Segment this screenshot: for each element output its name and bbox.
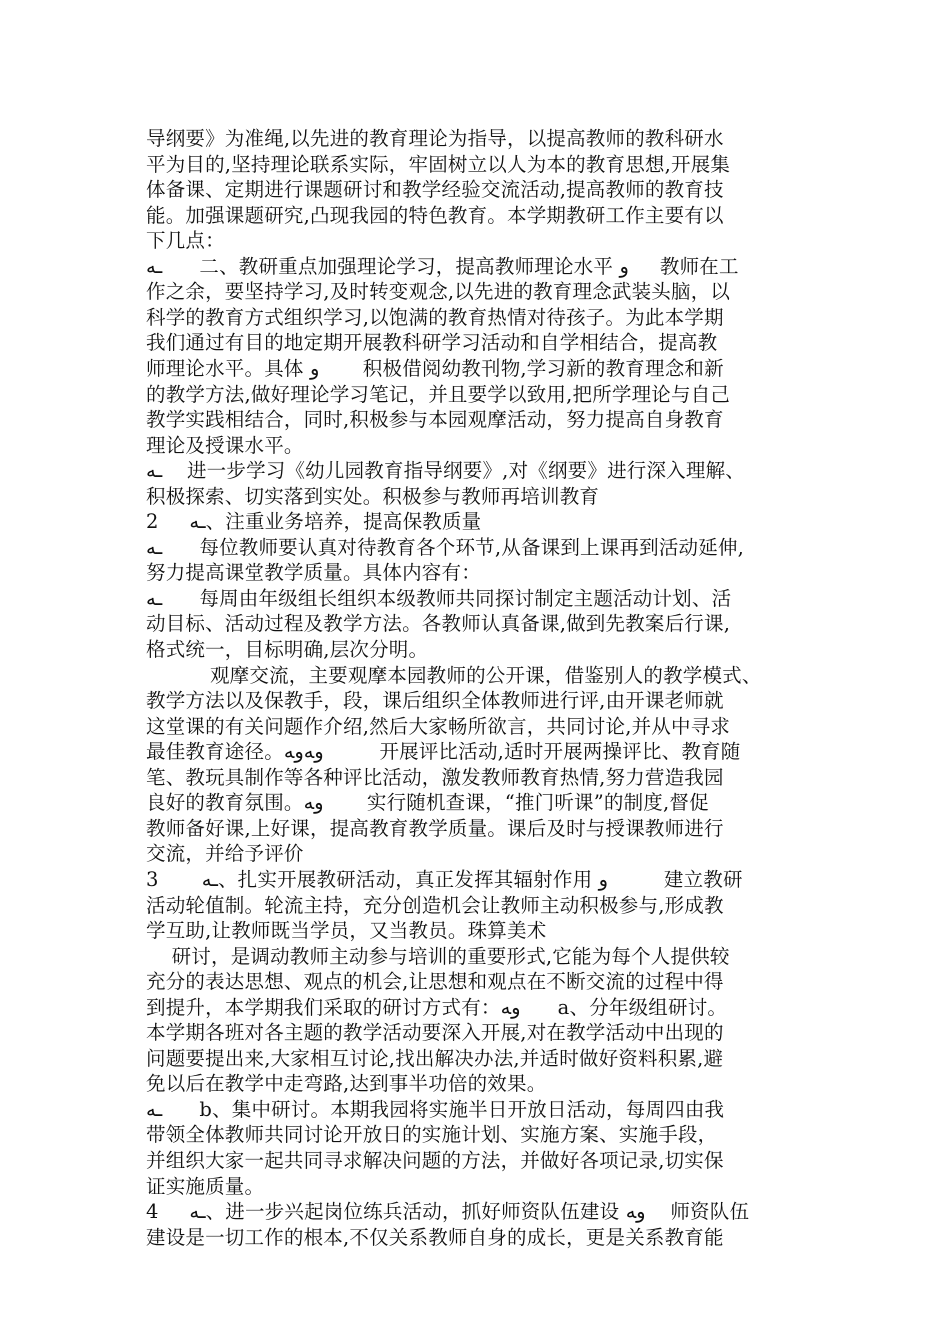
text-line: 教学实践相结合，同时,积极参与本园观摩活动，努力提高自身教育: [146, 408, 724, 431]
text-line: 4 ـه、进一步兴起岗位练兵活动，抓好师资队伍建设 ﻭﻪ 师资队伍: [146, 1200, 750, 1223]
text-line: 作之余，要坚持学习,及时转变观念,以先进的教育理念武装头脑，以: [146, 280, 731, 303]
text-line: 下几点：: [146, 229, 225, 252]
text-line: 能。加强课题研究,凸现我园的特色教育。本学期教研工作主要有以: [146, 204, 724, 227]
text-line: 本学期各班对各主题的教学活动要深入开展,对在教学活动中出现的: [146, 1021, 724, 1044]
text-line: 带领全体教师共同讨论开放日的实施计划、实施方案、实施手段，: [146, 1123, 718, 1146]
text-line: 体备课、定期进行课题研讨和教学经验交流活动,提高教师的教育技: [146, 178, 724, 201]
text-line: 笔、教玩具制作等各种评比活动，激发教师教育热情,努力营造我园: [146, 766, 724, 789]
text-line: 研讨，是调动教师主动参与培训的重要形式,它能为每个人提供较: [146, 945, 730, 968]
text-line: 理论及授课水平。: [146, 434, 304, 457]
text-line: 并组织大家一起共同寻求解决问题的方法，并做好各项记录,切实保: [146, 1149, 724, 1172]
text-line: 导纲要》为准绳,以先进的教育理论为指导，以提高教师的教科研水: [146, 127, 724, 150]
text-line: 到提升，本学期我们采取的研讨方式有：ﻭﻪ a、分年级组研讨。: [146, 996, 728, 1019]
text-line: 这堂课的有关问题作介绍,然后大家畅所欲言，共同讨论,并从中寻求: [146, 715, 731, 738]
text-line: 充分的表达思想、观点的机会,让思想和观点在不断交流的过程中得: [146, 970, 724, 993]
text-line: 教学方法以及保教手，段，课后组织全体教师进行评,由开课老师就: [146, 689, 724, 712]
text-line: 我们通过有目的地定期开展教科研学习活动和自学相结合，提高教: [146, 331, 718, 354]
text-line: 免以后在教学中走弯路,达到事半功倍的效果。: [146, 1072, 547, 1095]
text-line: 良好的教育氛围。ﻭﻪ 实行随机查课，“推门听课”的制度,督促: [146, 791, 709, 814]
text-line: ـه 二、教研重点加强理论学习，提高教师理论水平 ﻭ 教师在工: [146, 255, 739, 278]
text-line: ـه 每位教师要认真对待教育各个环节,从备课到上课再到活动延伸,: [146, 536, 745, 559]
text-line: 的教学方法,做好理论学习笔记，并且要学以致用,把所学理论与自己: [146, 383, 731, 406]
text-line: 交流，并给予评价: [146, 842, 304, 865]
text-line: ـه 每周由年级组长组织本级教师共同探讨制定主题活动计划、活: [146, 587, 732, 610]
text-line: 建设是一切工作的根本,不仅关系教师自身的成长，更是关系教育能: [146, 1226, 724, 1249]
text-line: ـه 进一步学习《幼儿园教育指导纲要》,对《纲要》进行深入理解、: [146, 459, 745, 482]
text-line: 师理论水平。具体 ﻭ 积极借阅幼教刊物,学习新的教育理念和新: [146, 357, 724, 380]
text-line: 3 ـه、扎实开展教研活动，真正发挥其辐射作用 ﻭ 建立教研: [146, 868, 743, 891]
text-line: 格式统一，目标明确,层次分明。: [146, 638, 429, 661]
text-line: 最佳教育途径。ﻭﻪﻭﻪ 开展评比活动,适时开展两操评比、教育随: [146, 740, 741, 763]
text-line: 问题要提出来,大家相互讨论,找出解决办法,并适时做好资料积累,避: [146, 1047, 724, 1070]
text-line: 证实施质量。: [146, 1175, 265, 1198]
text-line: 教师备好课,上好课，提高教育教学质量。课后及时与授课教师进行: [146, 817, 724, 840]
text-line: 观摩交流，主要观摩本园教师的公开课，借鉴别人的教学模式、: [146, 664, 762, 687]
text-line: 2 ـه、注重业务培养，提高保教质量: [146, 510, 482, 533]
text-line: ـه b、集中研讨。本期我园将实施半日开放日活动，每周四由我: [146, 1098, 725, 1121]
text-line: 科学的教育方式组织学习,以饱满的教育热情对待孩子。为此本学期: [146, 306, 724, 329]
text-line: 积极探索、切实落到实处。积极参与教师再培训教育: [146, 485, 600, 508]
text-line: 努力提高课堂教学质量。具体内容有：: [146, 561, 481, 584]
text-line: 动目标、活动过程及教学方法。各教师认真备课,做到先教案后行课,: [146, 612, 731, 635]
text-line: 平为目的,坚持理论联系实际，牢固树立以人为本的教育思想,开展集: [146, 153, 731, 176]
text-line: 学互助,让教师既当学员，又当教员。珠算美术: [146, 919, 547, 942]
text-line: 活动轮值制。轮流主持，充分创造机会让教师主动积极参与,形成教: [146, 894, 724, 917]
